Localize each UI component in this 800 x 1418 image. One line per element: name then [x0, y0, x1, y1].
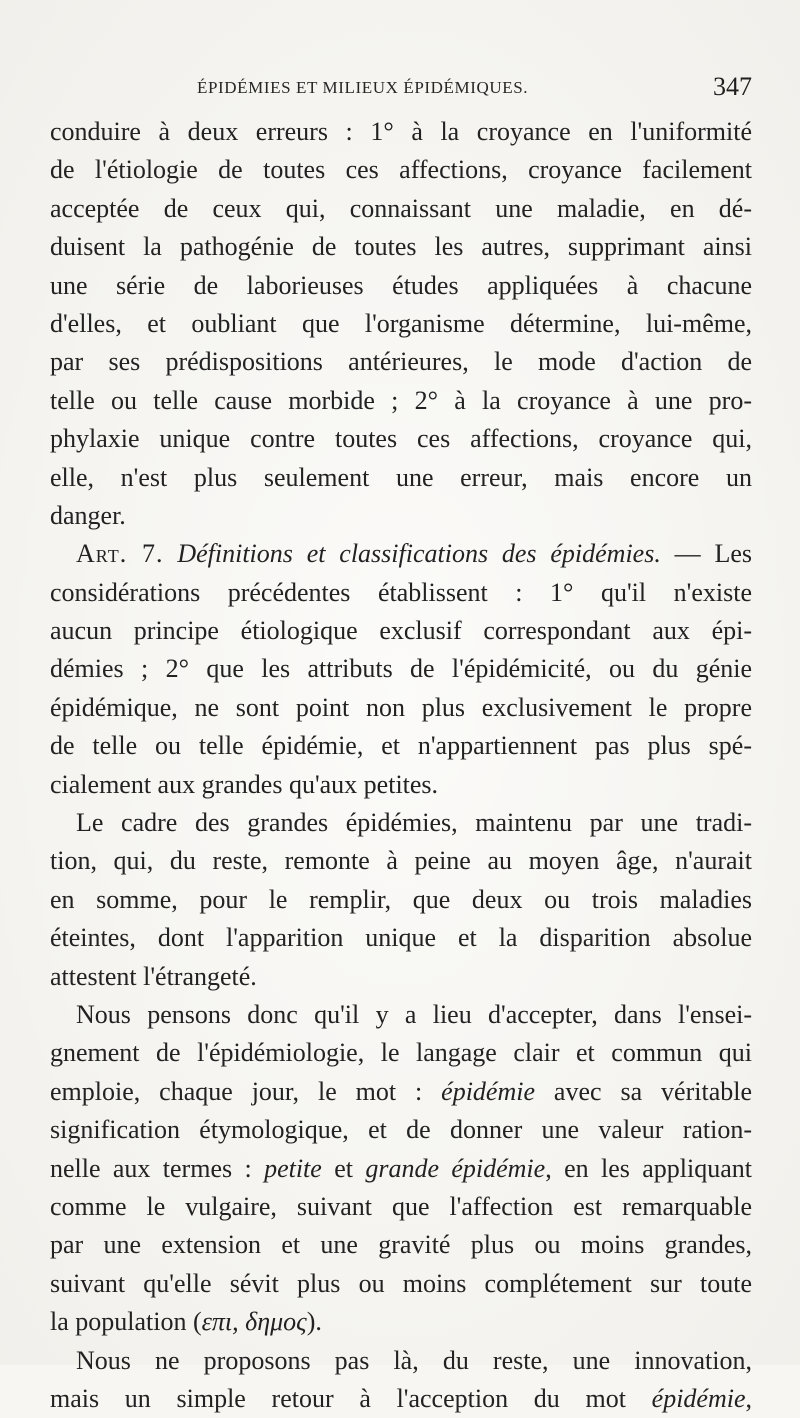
text-span: nelle aux termes : [50, 1153, 265, 1183]
text-line: tion, qui, du reste, remonte à peine au moyen âge, n'aurait [50, 846, 752, 876]
text-span: — Les [660, 539, 753, 569]
text-line: danger. [50, 500, 126, 530]
running-header [52, 72, 752, 112]
text-line: Le cadre des grandes épidémies, maintenu par une tradi- [76, 808, 752, 838]
article-heading-line [50, 535, 752, 573]
text-line: comme le vulgaire, suivant que l'affection est remarquable [50, 1191, 752, 1221]
text-span: , en les appliquant [545, 1153, 752, 1183]
italic-term: grande épidémie [365, 1153, 546, 1183]
text-span: , [745, 1383, 752, 1413]
text-span: emploie, chaque jour, le mot : [50, 1076, 442, 1106]
greek-etymology: επι, δημος [201, 1307, 307, 1337]
text-line: gnement de l'épidémiologie, le langage clair et commun qui [50, 1038, 752, 1068]
italic-term: épidémie [441, 1076, 536, 1106]
text-span: avec sa véritable [535, 1076, 752, 1106]
running-title: ÉPIDÉMIES ET MILIEUX ÉPIDÉMIQUES. [197, 78, 529, 97]
text-line: épidémique, ne sont point non plus exclusivement le propre [50, 692, 752, 722]
text-line: une série de laborieuses études appliquées à chacune [50, 270, 752, 300]
text-line: éteintes, dont l'apparition unique et la disparition absolue [50, 923, 752, 953]
article-number: Art. 7. [76, 539, 164, 569]
text-line: duisent la pathogénie de toutes les autres, supprimant ainsi [50, 232, 752, 262]
page-number: 347 [713, 72, 752, 101]
text-line: telle ou telle cause morbide ; 2° à la croyance à une pro- [50, 385, 752, 415]
article-title: Définitions et classifications des épidémies. [177, 539, 661, 569]
text-line: elle, n'est plus seulement une erreur, mais encore un [50, 462, 752, 492]
text-span: ). [306, 1307, 322, 1337]
italic-term: épidémie [651, 1383, 746, 1413]
text-line [50, 1150, 752, 1188]
text-span: la population ( [50, 1307, 202, 1337]
text-line: d'elles, et oubliant que l'organisme détermine, lui-même, [50, 308, 752, 338]
text-line: attestent l'étrangeté. [50, 961, 257, 991]
text-line: par ses prédispositions antérieures, le mode d'action de [50, 347, 752, 377]
text-line: conduire à deux erreurs : 1° à la croyance en l'uniformité [50, 117, 752, 146]
text-line: cialement aux grandes qu'aux petites. [50, 769, 439, 799]
text-line: Nous pensons donc qu'il y a lieu d'accepter, dans l'ensei- [76, 999, 752, 1029]
text-line: suivant qu'elle sévit plus ou moins complétement sur toute [50, 1268, 752, 1298]
text-line: démies ; 2° que les attributs de l'épidémicité, ou du génie [50, 654, 752, 684]
text-line: signification étymologique, et de donner une valeur ration- [50, 1115, 752, 1145]
body-text [50, 113, 752, 1418]
text-line [50, 1380, 752, 1418]
text-line [50, 1073, 752, 1111]
text-line: considérations précédentes établissent : 1° qu'il n'existe [50, 577, 752, 607]
text-line: en somme, pour le remplir, que deux ou trois maladies [50, 884, 752, 914]
text-line: aucun principe étiologique exclusif correspondant aux épi- [50, 616, 752, 646]
text-line: phylaxie unique contre toutes ces affections, croyance qui, [50, 424, 752, 454]
text-span: mais un simple retour à l'acception du mot [50, 1383, 652, 1413]
text-line: de telle ou telle épidémie, et n'appartiennent pas plus spé- [50, 731, 752, 761]
italic-term: petite [264, 1153, 322, 1183]
text-line: par une extension et une gravité plus ou moins grandes, [50, 1230, 752, 1260]
text-span: et [321, 1153, 366, 1183]
text-line: Nous ne proposons pas là, du reste, une innovation, [76, 1345, 752, 1375]
text-line: acceptée de ceux qui, connaissant une maladie, en dé- [50, 193, 752, 223]
text-line [50, 1303, 752, 1341]
text-line: de l'étiologie de toutes ces affections, croyance facilement [50, 155, 752, 185]
